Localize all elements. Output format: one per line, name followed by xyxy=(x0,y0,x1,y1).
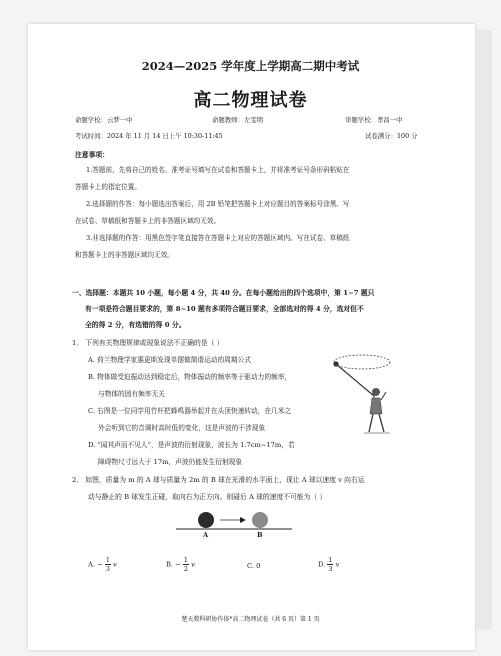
q2-option-d[interactable] xyxy=(318,556,339,573)
q1-option-c-line-2: 外会听到它的音调时高时低的变化，这是声波的干涉现象 xyxy=(98,424,266,432)
q2-option-d-prefix: D. xyxy=(318,560,326,569)
q2-option-d-var: v xyxy=(335,560,340,569)
side-scrollbar-track[interactable] xyxy=(476,30,492,630)
ball-b-label: B xyxy=(257,531,263,539)
q2-option-a-prefix: A. − xyxy=(88,560,103,569)
meta-reviewer: 审题学校：孝昌一中 xyxy=(345,116,403,124)
section1-line-2: 有一项是符合题目要求的，第 8~10 题有多项符合题目要求，全部选对的得 4 分，选对但不 xyxy=(85,305,364,313)
ball-a-label: A xyxy=(203,531,209,539)
q2-option-c[interactable]: C. 0 xyxy=(247,562,261,570)
q2-line-1: 2． 如图，质量为 m 的 A 球与质量为 2m 的 B 球在光滑的水平面上，现让 A 球以速度 v 向右运 xyxy=(72,476,365,484)
note-3-line-2: 和答题卡上的非答题区域均无效。 xyxy=(75,251,174,259)
fraction-one-half: $\frac{1}{2}$ xyxy=(183,556,188,573)
notes-heading: 注意事项： xyxy=(75,151,109,159)
q2-option-a[interactable] xyxy=(88,556,117,573)
q1-option-a: A. 荷兰物理学家惠更斯发现单摆做简谐运动的周期公式 xyxy=(88,356,251,364)
meta-school: 命题学校：云梦一中 xyxy=(75,116,133,124)
section1-line-3: 全的得 2 分，有选错的得 0 分。 xyxy=(85,321,186,329)
note-1-line-2: 答题卡上的指定位置。 xyxy=(75,183,141,191)
fraction-one-third: $\frac{1}{3}$ xyxy=(105,556,110,573)
fraction-one-third: $\frac{1}{3}$ xyxy=(328,556,333,573)
q1-option-d-line-2: 障碍物尺寸远大于 17m，声波仍能发生衍射现象 xyxy=(98,458,243,466)
note-2-line-1: 2.选择题的作答：每小题选出答案后，用 2B 铅笔把答题卡上对应题目的答案标号涂黑。写 xyxy=(86,200,350,208)
q2-option-b-prefix: B. − xyxy=(166,560,181,569)
section1-line-1: 一、选择题：本题共 10 小题，每小题 4 分，共 40 分。在每小题给出的四个选项中，第 1~7 题只 xyxy=(72,289,375,297)
meta-score: 试卷满分：100 分 xyxy=(365,132,418,140)
page-footer: 楚天教科研协作体*高二物理试卷（共 6 页）第 1 页 xyxy=(181,616,320,623)
q1-option-b-line-1: B. 物体做受迫振动达到稳定后，物体振动的频率等于驱动力的频率， xyxy=(88,373,292,381)
q2-option-a-var: v xyxy=(113,560,117,569)
meta-teacher: 命题教师：左雯明 xyxy=(212,116,264,124)
note-1-line-1: 1.答题前，先将自己的姓名、准考证号填写在试卷和答题卡上，并将准考证号条形码粘贴在 xyxy=(86,166,350,174)
collision-figure xyxy=(174,510,294,542)
note-3-line-1: 3.非选择题的作答：用黑色签字笔直接答在答题卡上对应的答题区域内。写在试卷、草稿纸 xyxy=(86,234,350,242)
buzzer-spinning-figure xyxy=(328,352,413,436)
subject-title: 高二物理试卷 xyxy=(193,90,308,111)
note-2-line-2: 在试卷、草稿纸和答题卡上的非答题区域均无效。 xyxy=(75,217,221,225)
q1-option-d-line-1: D. “闻其声而不见人”，是声波的衍射现象，波长为 1.7cm~17m，若 xyxy=(88,441,295,449)
q2-option-b[interactable] xyxy=(166,556,195,573)
q2-line-2: 动与静止的 B 球发生正碰，取向右为正方向。则碰后 A 球的速度不可能为（ ） xyxy=(88,493,327,501)
meta-time: 考试时间：2024 年 11 月 14 日上午 10:30-11:45 xyxy=(75,132,223,140)
q1-option-b-line-2: 与物体的固有频率无关 xyxy=(98,390,165,398)
q1-stem: 1． 下列有关物理规律或现象说法不正确的是（ ） xyxy=(72,339,224,347)
q1-option-c-line-1: C. 右图是一位同学用竹杆把蜂鸣器举起并在头顶快速转动，在几米之 xyxy=(88,407,292,415)
exam-title: 2024—2025 学年度上学期高二期中考试 xyxy=(141,59,360,73)
q2-option-b-var: v xyxy=(191,560,195,569)
